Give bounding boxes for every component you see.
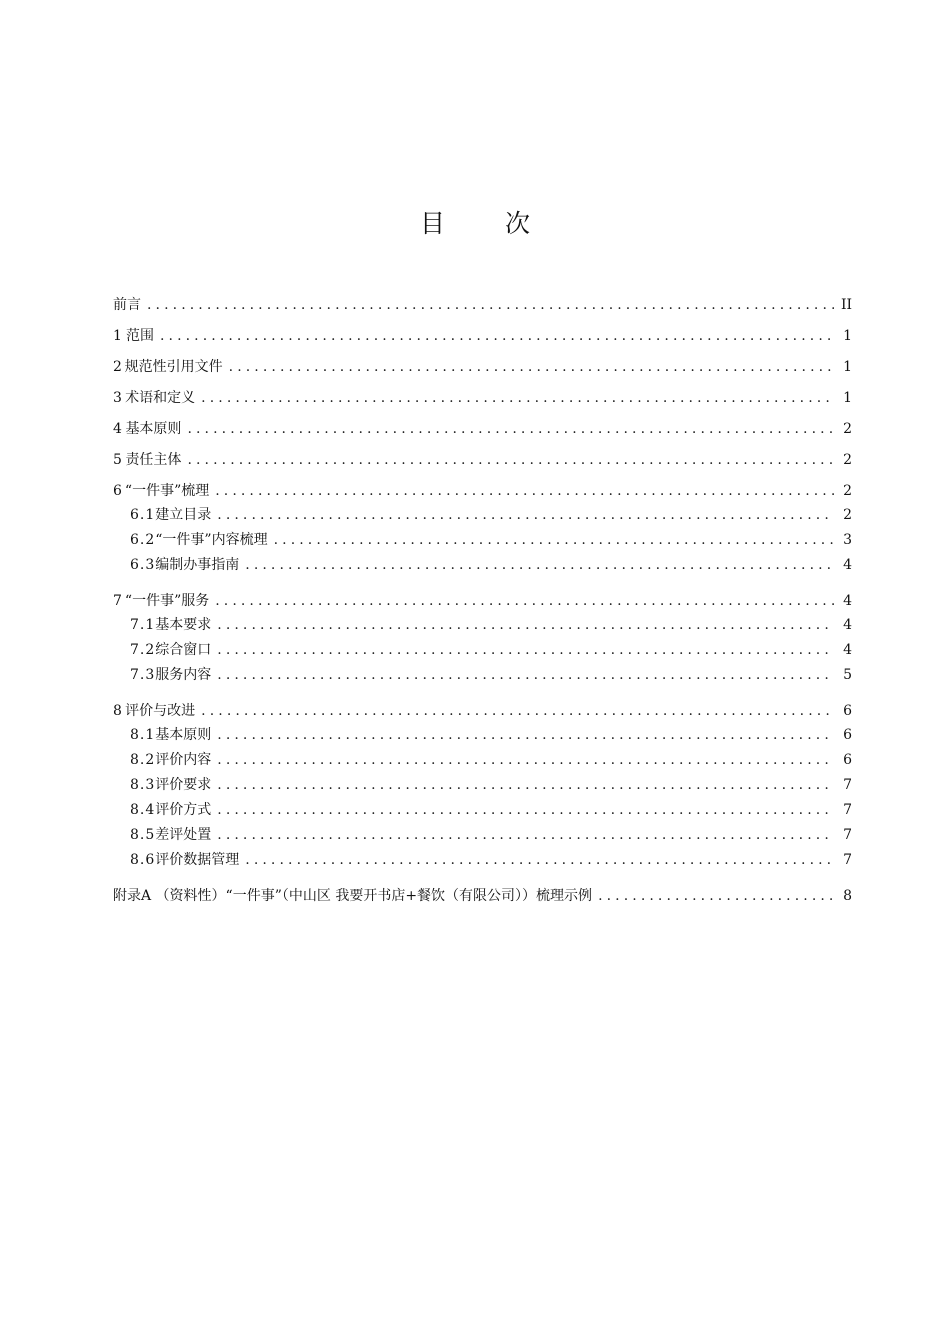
toc-leader-dots bbox=[217, 663, 834, 688]
toc-entry[interactable] bbox=[113, 348, 852, 379]
toc-leader-dots bbox=[187, 417, 834, 441]
toc-entry-page: 2 bbox=[843, 507, 852, 523]
toc-entry-number: 6.3 bbox=[130, 557, 156, 573]
toc-entry[interactable] bbox=[113, 877, 852, 908]
toc-leader-dots bbox=[274, 528, 834, 553]
toc-entry-label: 评价要求 bbox=[155, 777, 212, 793]
toc-leader-dots bbox=[201, 699, 834, 723]
toc-entry-number: 4 bbox=[113, 421, 122, 437]
toc-entry-number: 8.5 bbox=[130, 827, 156, 843]
toc-leader-dots bbox=[217, 723, 834, 748]
toc-entry[interactable] bbox=[113, 848, 852, 873]
toc-entry-number: 7.2 bbox=[130, 642, 156, 658]
toc-entry-page: 8 bbox=[843, 888, 852, 904]
toc-entry-number: 7.3 bbox=[130, 667, 156, 683]
toc-entry-page: 4 bbox=[843, 557, 852, 573]
toc-entry-page: 2 bbox=[843, 452, 852, 468]
toc-entry[interactable] bbox=[113, 317, 852, 348]
toc-entry[interactable] bbox=[113, 503, 852, 528]
toc-entry-number: 5 bbox=[113, 452, 122, 468]
toc-entry[interactable] bbox=[113, 379, 852, 410]
toc-leader-dots bbox=[217, 823, 834, 848]
toc-entry-number: 1 bbox=[113, 328, 122, 344]
toc-entry-page: 1 bbox=[843, 390, 852, 406]
toc-entry-number: 2 bbox=[113, 359, 122, 375]
toc-entry-number: 8.4 bbox=[130, 802, 156, 818]
page-title: 目 次 bbox=[420, 209, 556, 238]
toc-entry-label: 基本原则 bbox=[125, 421, 182, 437]
toc-leader-dots bbox=[147, 293, 834, 317]
toc-entry-number: 3 bbox=[113, 390, 122, 406]
toc-entry-number: 6.2 bbox=[130, 532, 156, 548]
toc-entry-number: 6 bbox=[113, 483, 122, 499]
toc-entry-label: 服务内容 bbox=[155, 667, 212, 683]
toc-entry[interactable] bbox=[113, 472, 852, 503]
toc-entry-label: 评价方式 bbox=[155, 802, 212, 818]
toc-entry[interactable] bbox=[113, 723, 852, 748]
toc-entry-label: 综合窗口 bbox=[155, 642, 212, 658]
toc-entry-number: 8.3 bbox=[130, 777, 156, 793]
toc-leader-dots bbox=[217, 748, 834, 773]
toc-leader-dots bbox=[598, 884, 834, 908]
toc-entry[interactable] bbox=[113, 410, 852, 441]
toc-entry-label: “一件事”梳理 bbox=[124, 483, 210, 499]
toc-entry[interactable] bbox=[113, 823, 852, 848]
toc-entry-label: “一件事”服务 bbox=[124, 593, 210, 609]
toc-entry[interactable] bbox=[113, 441, 852, 472]
toc-entry-label: 范围 bbox=[125, 328, 154, 344]
toc-entry-page: 7 bbox=[843, 827, 852, 843]
toc-entry-page: 2 bbox=[843, 421, 852, 437]
toc-entry-page: 4 bbox=[843, 593, 852, 609]
toc-leader-dots bbox=[217, 798, 834, 823]
toc-leader-dots bbox=[217, 613, 834, 638]
toc-entry-label: 评价数据管理 bbox=[155, 852, 240, 868]
toc-entry-label: 编制办事指南 bbox=[155, 557, 240, 573]
toc-entry-number: 8.1 bbox=[130, 727, 156, 743]
toc-entry-page: 7 bbox=[843, 852, 852, 868]
toc-entry-page: 4 bbox=[843, 642, 852, 658]
toc-entry-label: 前言 bbox=[113, 297, 141, 313]
toc-entry-label: 附录A （资料性）“一件事”（中山区 我要开书店+餐饮（有限公司））梳理示例 bbox=[113, 888, 593, 904]
toc-leader-dots bbox=[217, 773, 834, 798]
toc-entry-label: 基本要求 bbox=[155, 617, 212, 633]
toc-entry-page: 5 bbox=[843, 667, 852, 683]
toc-entry-page: 4 bbox=[843, 617, 852, 633]
toc-entry[interactable] bbox=[113, 798, 852, 823]
toc-entry-number: 8 bbox=[113, 703, 122, 719]
toc-entry-page: 1 bbox=[843, 328, 852, 344]
toc-leader-dots bbox=[245, 848, 834, 873]
toc-leader-dots bbox=[229, 355, 834, 379]
toc-entry-page: 7 bbox=[843, 777, 852, 793]
toc-entry-label: 术语和定义 bbox=[125, 390, 196, 406]
toc-entry-page: 6 bbox=[843, 703, 852, 719]
toc-leader-dots bbox=[217, 503, 834, 528]
toc-entry-label: 差评处置 bbox=[155, 827, 212, 843]
toc-entry[interactable] bbox=[113, 692, 852, 723]
toc-entry-page: 3 bbox=[843, 532, 852, 548]
toc-entry-number: 8.6 bbox=[130, 852, 156, 868]
toc-entry-number: 8.2 bbox=[130, 752, 156, 768]
toc-entry-page: 6 bbox=[843, 727, 852, 743]
toc-entry[interactable] bbox=[113, 773, 852, 798]
toc-entry-page: II bbox=[840, 297, 852, 313]
table-of-contents bbox=[113, 286, 852, 908]
toc-entry-page: 2 bbox=[843, 483, 852, 499]
toc-entry-label: 建立目录 bbox=[155, 507, 212, 523]
toc-entry[interactable] bbox=[113, 553, 852, 578]
toc-leader-dots bbox=[215, 479, 834, 503]
toc-entry-number: 6.1 bbox=[130, 507, 156, 523]
toc-entry-page: 7 bbox=[843, 802, 852, 818]
toc-entry[interactable] bbox=[113, 613, 852, 638]
toc-entry-number: 7.1 bbox=[130, 617, 156, 633]
toc-entry-label: 评价与改进 bbox=[125, 703, 196, 719]
toc-entry[interactable] bbox=[113, 286, 852, 317]
toc-entry[interactable] bbox=[113, 663, 852, 688]
toc-leader-dots bbox=[245, 553, 834, 578]
toc-entry[interactable] bbox=[113, 638, 852, 663]
toc-entry-page: 1 bbox=[843, 359, 852, 375]
toc-leader-dots bbox=[201, 386, 834, 410]
toc-entry[interactable] bbox=[113, 748, 852, 773]
toc-entry[interactable] bbox=[113, 528, 852, 553]
toc-leader-dots bbox=[217, 638, 834, 663]
toc-entry-label: 评价内容 bbox=[155, 752, 212, 768]
toc-entry-label: 责任主体 bbox=[125, 452, 182, 468]
toc-entry-number: 7 bbox=[113, 593, 122, 609]
toc-leader-dots bbox=[187, 448, 834, 472]
toc-entry-label: 基本原则 bbox=[155, 727, 212, 743]
toc-entry-page: 6 bbox=[843, 752, 852, 768]
toc-entry-label: 规范性引用文件 bbox=[124, 359, 223, 375]
toc-entry-label: “一件事”内容梳理 bbox=[155, 532, 268, 548]
toc-leader-dots bbox=[160, 324, 834, 348]
toc-leader-dots bbox=[215, 589, 834, 613]
toc-entry[interactable] bbox=[113, 582, 852, 613]
